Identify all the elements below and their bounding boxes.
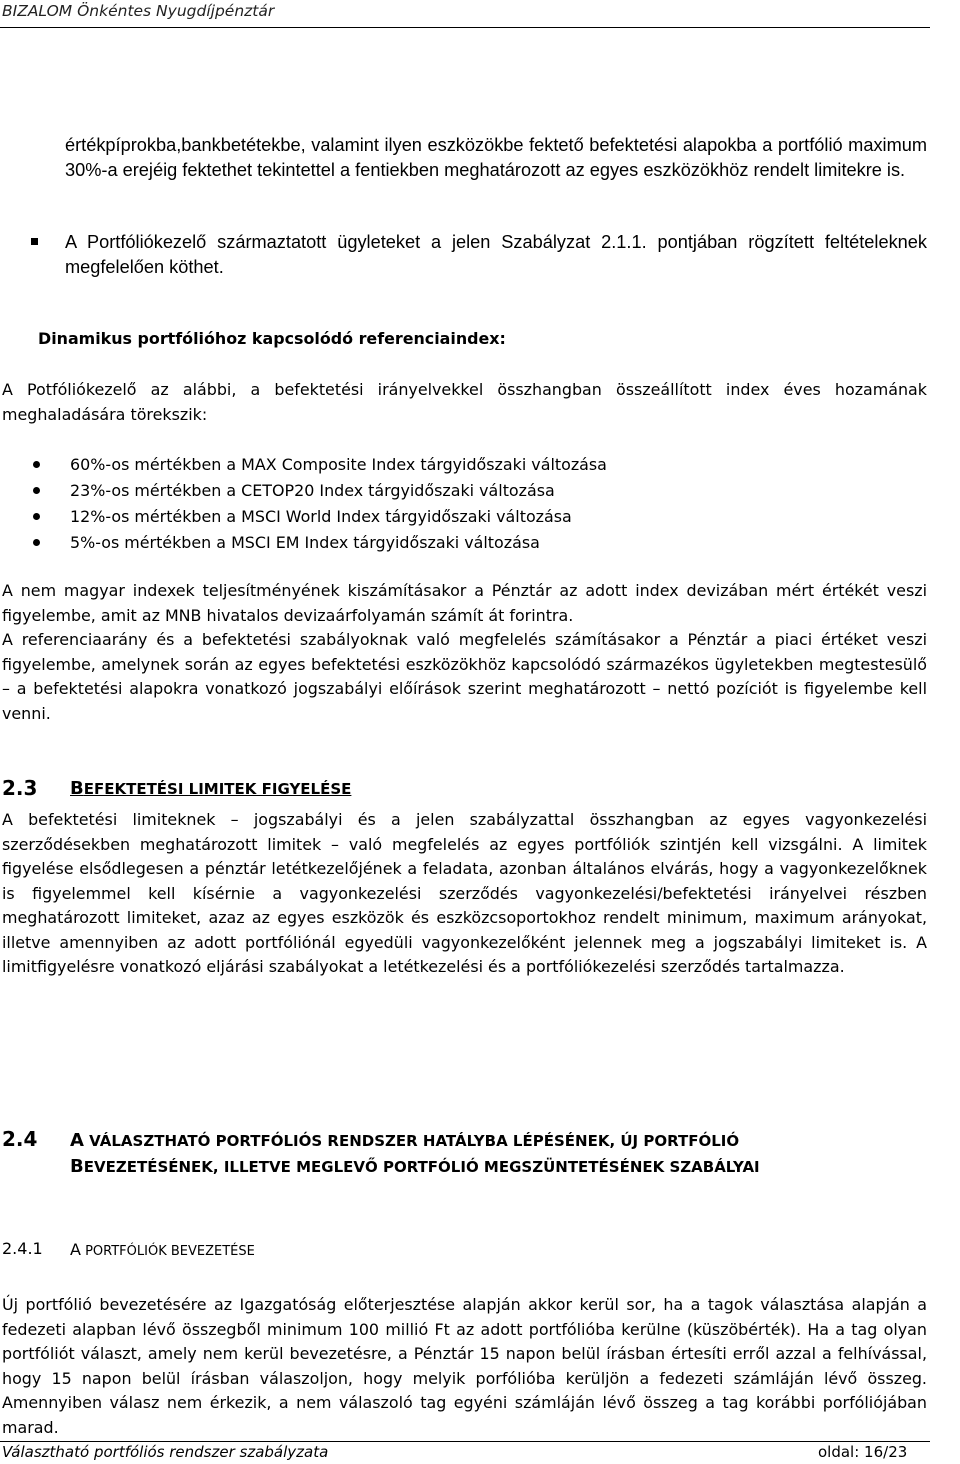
bullet-dot-icon bbox=[33, 539, 40, 546]
subsection-title: A PORTFÓLIÓK BEVEZETÉSE bbox=[70, 1240, 255, 1259]
benchmark-list-item: 23%-os mértékben a CETOP20 Index tárgyidőszaki változása bbox=[70, 481, 555, 500]
section-2-4-1-body: Új portfólió bevezetésére az Igazgatóság előterjesztése alapján akkor kerül sor, ha a tagok választása alapján a fedezeti alapban lévő összegből minimum 100 millió Ft az adott portfólióba kerülne (küszöbérték). Ha a tag olyan portfóliót választ, amely nem kerül bevezetésre, a Pénztár 15 napon belül írásban értesíti erről azzal a felhívással, hogy 15 napon belül írásban válaszoljon, hogy melyik porfólióba kerüljön a fedezeti számláján lévő összeg. Amennyiben válasz nem érkezik, a nem válaszoló tag egyéni számláján lévő összeg a tag korábbi porfóliójában marad. bbox=[2, 1295, 927, 1437]
header-title: BIZALOM Önkéntes Nyugdíjpénztár bbox=[2, 2, 275, 20]
bullet-dot-icon bbox=[33, 487, 40, 494]
reference-ratio-paragraph: A referenciaarány és a befektetési szabályoknak való megfelelés számításakor a Pénztár a piaci értéket veszi figyelembe, amelynek során az egyes befektetési eszközökhöz kapcsolódó származékos ügyletekben megtestesülő – a befektetési alapokra vonatkozó jogszabályi előírások szerint meghatározott – nettó pozíciót is figyelembe kell venni. bbox=[2, 630, 927, 723]
currency-paragraph: A nem magyar indexek teljesítményének kiszámításakor a Pénztár az adott index devizában mért értékét veszi figyelembe, amit az MNB hivatalos devizaárfolyamán számít át forintra. bbox=[2, 581, 927, 625]
section-number: 2.4 bbox=[2, 1127, 38, 1151]
square-bullet-icon bbox=[31, 238, 38, 245]
intro-bullet-text: A Portfóliókezelő származtatott ügyleteket a jelen Szabályzat 2.1.1. pontjában rögzített feltételeknek megfelelően köthet. bbox=[65, 232, 927, 277]
section-2-3-body: A befektetési limiteknek – jogszabályi és a jelen szabályzattal összhangban az egyes vagyonkezelési szerződésekben meghatározott limitek – való megfelelés az egyes portfóliók szintjén kell vizsgálni. A limitek figyelése elsődlegesen a pénztár letétkezelőjének a feladata, azonban általános elvárás, hogy a vagyonkezelőknek is figyelemmel kell kísérnie a vagyonkezelési szerződés vagyonkezelési/befektetési irányelvei részben meghatározott limiteket, azaz az egyes eszközök és eszközcsoportokhoz rendelt minimum, maximum arányokat, illetve amennyiben az adott portfóliónál egyedüli vagyonkezelőként jelennek meg a jogszabályi limiteket is. A limitfigyelésre vonatkozó eljárási szabályokat a letétkezelési és a portfóliókezelési szerződés tartalmazza. bbox=[2, 810, 927, 976]
header-rule bbox=[0, 27, 930, 28]
bullet-dot-icon bbox=[33, 513, 40, 520]
subsection-number: 2.4.1 bbox=[2, 1239, 43, 1258]
benchmark-list-item: 60%-os mértékben a MAX Composite Index tárgyidőszaki változása bbox=[70, 455, 607, 474]
footer-page-number: oldal: 16/23 bbox=[818, 1443, 908, 1461]
benchmark-heading: Dinamikus portfólióhoz kapcsolódó referenciaindex: bbox=[38, 329, 506, 348]
bullet-dot-icon bbox=[33, 461, 40, 468]
benchmark-intro-paragraph: A Potfóliókezelő az alábbi, a befektetési irányelvekkel összhangban összeállított index éves hozamának meghaladására törekszik: bbox=[2, 380, 927, 424]
footer-rule bbox=[0, 1441, 930, 1442]
intro-continuation-paragraph: értékpíprokba,bankbetétekbe, valamint ilyen eszközökbe fektető befektetési alapokba a portfólió maximum 30%-a erejéig fektethet tekintettel a fentiekben meghatározott az egyes eszközökhöz rendelt limitekre is. bbox=[65, 135, 927, 180]
section-number: 2.3 bbox=[2, 776, 38, 800]
section-title-line: A VÁLASZTHATÓ PORTFÓLIÓS RENDSZER HATÁLYBA LÉPÉSÉNEK, ÚJ PORTFÓLIÓ bbox=[70, 1130, 740, 1151]
section-title: BEFEKTETÉSI LIMITEK FIGYELÉSE bbox=[70, 778, 352, 799]
section-title-line: BEVEZETÉSÉNEK, ILLETVE MEGLEVŐ PORTFÓLIÓ MEGSZÜNTETÉSÉNEK SZABÁLYAI bbox=[70, 1156, 760, 1177]
benchmark-list-item: 5%-os mértékben a MSCI EM Index tárgyidőszaki változása bbox=[70, 533, 540, 552]
footer-document-title: Választható portfóliós rendszer szabályzata bbox=[2, 1443, 329, 1461]
benchmark-list-item: 12%-os mértékben a MSCI World Index tárgyidőszaki változása bbox=[70, 507, 572, 526]
